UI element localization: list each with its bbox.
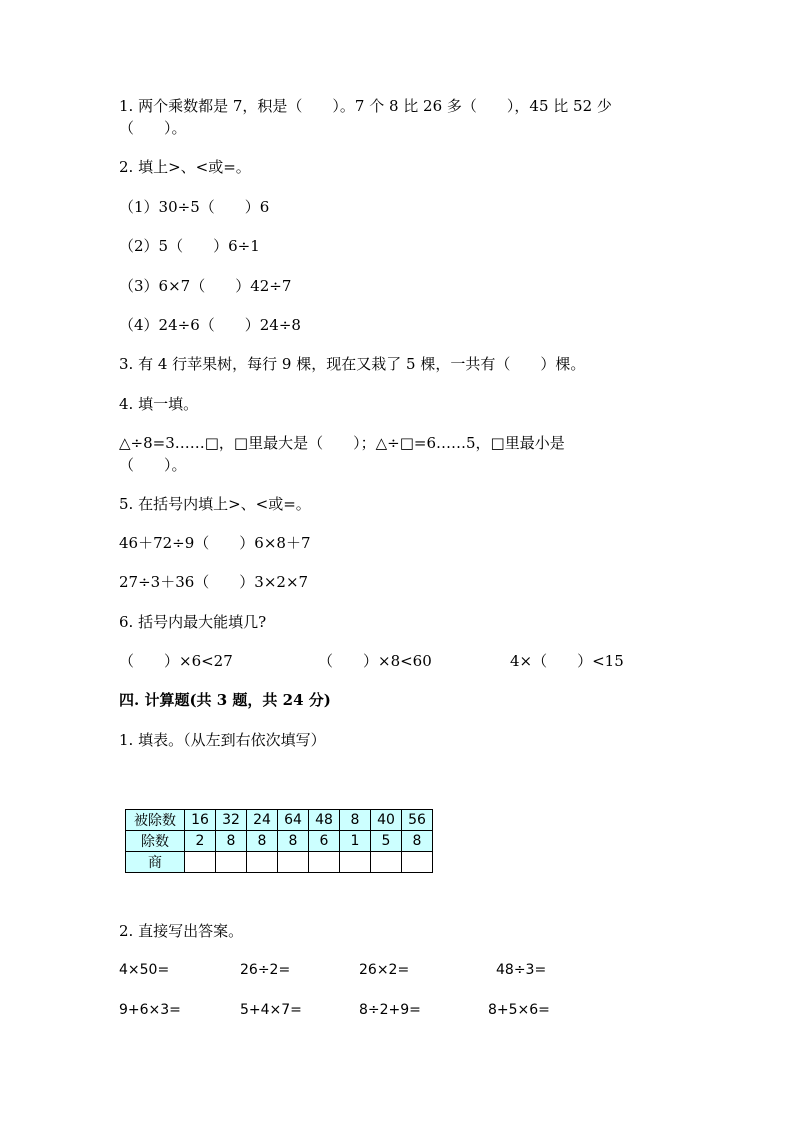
q6-title: 6. 括号内最大能填几? [119,613,267,631]
dividend-cell: 48 [309,810,340,831]
calc-item: 8+5×6= [488,1002,550,1018]
q2-item-4: （4）24÷6（ ）24÷8 [119,316,301,334]
quotient-answer-cell[interactable] [185,852,216,873]
q2-item-2: （2）5（ ）6÷1 [119,237,260,255]
dividend-cell: 24 [247,810,278,831]
s4q1-title: 1. 填表。（从左到右依次填写） [119,731,326,749]
calc-item: 4×50= [119,962,170,978]
calc-item: 9+6×3= [119,1002,181,1018]
table-row-divisor [126,831,433,852]
divisor-cell: 1 [340,831,371,852]
q4-title: 4. 填一填。 [119,395,199,413]
q5-title: 5. 在括号内填上>、<或=。 [119,495,311,513]
s4q2-title: 2. 直接写出答案。 [119,922,244,940]
q5-item-2: 27÷3＋36（ ）3×2×7 [119,573,309,591]
row-label-quotient: 商 [126,852,185,873]
quotient-answer-cell[interactable] [278,852,309,873]
quotient-answer-cell[interactable] [340,852,371,873]
dividend-cell: 64 [278,810,309,831]
dividend-cell: 16 [185,810,216,831]
q5-item-1: 46＋72÷9（ ）6×8＋7 [119,534,311,552]
divisor-cell: 8 [247,831,278,852]
calc-item: 8÷2+9= [359,1002,421,1018]
dividend-cell: 32 [216,810,247,831]
divisor-cell: 8 [402,831,433,852]
calc-item: 26÷2= [240,962,291,978]
q4-line2: （ ）。 [119,456,187,474]
q1-line1: 1. 两个乘数都是 7，积是（ ）。7 个 8 比 26 多（ ），45 比 52 少 [119,97,612,115]
quotient-answer-cell[interactable] [402,852,433,873]
q2-item-3: （3）6×7（ ）42÷7 [119,277,292,295]
section4-title: 四. 计算题(共 3 题，共 24 分) [119,691,331,709]
q1-line2: （ ）。 [119,119,187,137]
divisor-cell: 2 [185,831,216,852]
row-label-divisor: 除数 [126,831,185,852]
q6-item-1: （ ）×6<27 [119,652,233,670]
q4-line1: △÷8=3……□，□里最大是（ ）；△÷□=6……5，□里最小是 [119,434,565,452]
table-row-quotient [126,852,433,873]
divisor-cell: 5 [371,831,402,852]
row-label-dividend: 被除数 [126,810,185,831]
divisor-cell: 8 [216,831,247,852]
quotient-answer-cell[interactable] [309,852,340,873]
table-row-dividend [126,810,433,831]
quotient-answer-cell[interactable] [371,852,402,873]
q2-title: 2. 填上>、<或=。 [119,158,251,176]
q3-text: 3. 有 4 行苹果树，每行 9 棵，现在又栽了 5 棵，一共有（ ）棵。 [119,355,586,373]
quotient-answer-cell[interactable] [247,852,278,873]
q6-item-3: 4×（ ）<15 [510,652,624,670]
calc-item: 48÷3= [496,962,547,978]
quotient-answer-cell[interactable] [216,852,247,873]
dividend-cell: 8 [340,810,371,831]
dividend-cell: 56 [402,810,433,831]
divisor-cell: 8 [278,831,309,852]
divisor-cell: 6 [309,831,340,852]
calc-item: 26×2= [359,962,410,978]
division-table [125,809,433,873]
q6-item-2: （ ）×8<60 [318,652,432,670]
q2-item-1: （1）30÷5（ ）6 [119,198,270,216]
dividend-cell: 40 [371,810,402,831]
calc-item: 5+4×7= [240,1002,302,1018]
